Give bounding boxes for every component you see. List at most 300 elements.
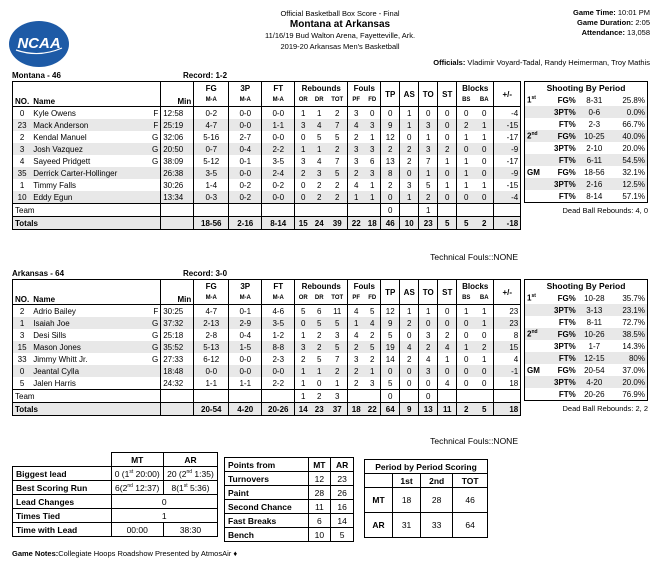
player-bs: 0 bbox=[457, 317, 476, 329]
col-min: Min bbox=[161, 280, 194, 305]
totals-bs: 2 bbox=[457, 403, 476, 416]
col-as: AS bbox=[400, 280, 419, 305]
player-to: 1 bbox=[419, 167, 438, 179]
totals-ft: 8-14 bbox=[262, 217, 295, 230]
player-tp: 9 bbox=[381, 119, 400, 131]
season-line: 2019-20 Arkansas Men's Basketball bbox=[280, 42, 400, 51]
period-tot-header: TOT bbox=[453, 474, 488, 488]
team-tot: 3 bbox=[335, 391, 340, 401]
player-3p: 0-4 bbox=[229, 329, 262, 341]
shooting-made-attempted: 0-6 bbox=[588, 107, 601, 117]
col-dr: DR bbox=[311, 292, 327, 305]
points-from bbox=[224, 457, 354, 542]
shooting-made-attempted: 8-11 bbox=[586, 317, 602, 327]
player-tp: 2 bbox=[381, 179, 400, 191]
player-as: 2 bbox=[400, 143, 419, 155]
shooting-made-attempted: 8-14 bbox=[586, 191, 603, 201]
col-no: NO. bbox=[13, 82, 32, 107]
shooting-label: FG% bbox=[557, 131, 576, 141]
shooting-pct: 54.5% bbox=[622, 155, 645, 165]
player-tot: 5 bbox=[335, 342, 340, 352]
points-row bbox=[225, 514, 354, 528]
player-name: Derrick Carter-Hollinger bbox=[33, 168, 118, 178]
ncaa-logo bbox=[8, 20, 70, 68]
points-mt: 11 bbox=[308, 500, 331, 514]
shooting-made-attempted: 1-7 bbox=[588, 341, 601, 351]
player-pf: 3 bbox=[348, 143, 365, 155]
scoring-row bbox=[365, 513, 488, 538]
player-ba: 0 bbox=[482, 366, 487, 376]
leads-label: Best Scoring Run bbox=[13, 481, 112, 495]
team-as bbox=[400, 390, 419, 403]
montana-shooting-table bbox=[524, 81, 648, 203]
col-st: ST bbox=[438, 280, 457, 305]
player-dr: 5 bbox=[317, 318, 322, 328]
leads-label: Times Tied bbox=[13, 509, 112, 523]
period-scoring-title: Period by Period Scoring bbox=[365, 460, 488, 474]
col-fd: FD bbox=[364, 292, 381, 305]
team-tot bbox=[327, 204, 348, 217]
team-pf bbox=[348, 204, 365, 217]
leads-mt-header: MT bbox=[111, 453, 163, 467]
team-fg bbox=[194, 390, 229, 403]
shooting-label: FT% bbox=[558, 119, 576, 129]
arkansas-dead-ball: Dead Ball Rebounds: 2, 2 bbox=[562, 404, 648, 413]
player-tot: 2 bbox=[335, 108, 340, 118]
team-ft bbox=[262, 204, 295, 217]
shooting-label: FT% bbox=[558, 317, 576, 327]
shooting-label: FT% bbox=[558, 353, 576, 363]
game-duration: 2:05 bbox=[635, 18, 650, 27]
col-name: Name bbox=[31, 280, 161, 305]
col-3p: 3P bbox=[229, 280, 262, 293]
player-ft: 0-0 bbox=[262, 131, 295, 143]
totals-as: 10 bbox=[400, 217, 419, 230]
leads-ar-header: AR bbox=[163, 453, 217, 467]
player-as: 1 bbox=[400, 305, 419, 318]
player-plus-minus: -17 bbox=[494, 131, 521, 143]
shooting-pct: 25.8% bbox=[622, 95, 645, 105]
player-fd: 6 bbox=[370, 156, 375, 166]
totals-row bbox=[13, 403, 521, 416]
player-dr: 2 bbox=[317, 192, 322, 202]
player-ba: 1 bbox=[482, 318, 487, 328]
shooting-label: FT% bbox=[558, 191, 576, 201]
team-pm bbox=[494, 390, 521, 403]
player-as: 2 bbox=[400, 155, 419, 167]
player-or: 1 bbox=[295, 377, 312, 390]
montana-shooting-by-period bbox=[524, 81, 648, 215]
player-fg: 0-0 bbox=[194, 365, 229, 377]
player-number: 5 bbox=[19, 378, 25, 388]
player-number: 33 bbox=[17, 354, 27, 364]
player-bs: 1 bbox=[457, 305, 476, 318]
shooting-made-attempted: 2-10 bbox=[586, 143, 603, 153]
player-dr: 1 bbox=[317, 144, 322, 154]
player-st: 0 bbox=[438, 365, 457, 377]
player-fd: 2 bbox=[370, 330, 375, 340]
player-as: 0 bbox=[400, 167, 419, 179]
player-number: 2 bbox=[19, 306, 25, 316]
shooting-made-attempted: 10-28 bbox=[584, 293, 605, 303]
player-plus-minus: -9 bbox=[494, 167, 521, 179]
player-plus-minus: 23 bbox=[494, 305, 521, 318]
player-minutes: 30:26 bbox=[161, 179, 194, 191]
shooting-pct: 20.0% bbox=[622, 143, 645, 153]
player-position: G bbox=[152, 156, 159, 166]
player-fg: 5-13 bbox=[194, 341, 229, 353]
totals-tp: 46 bbox=[381, 217, 400, 230]
player-bs: 0 bbox=[457, 329, 476, 341]
player-ba: 0 bbox=[482, 108, 487, 118]
player-fd: 2 bbox=[370, 354, 375, 364]
player-name: Timmy Falls bbox=[33, 180, 77, 190]
player-st: 0 bbox=[438, 119, 457, 131]
totals-as: 9 bbox=[400, 403, 419, 416]
col-fg: FG bbox=[194, 280, 229, 293]
player-as: 2 bbox=[400, 353, 419, 365]
period-1st-header: 1st bbox=[393, 474, 421, 488]
shooting-pct: 38.5% bbox=[622, 329, 645, 339]
col-fg: FG bbox=[194, 82, 229, 95]
player-name: Mason Jones bbox=[33, 342, 81, 352]
shooting-period-suffix: nd bbox=[531, 329, 538, 336]
player-ft: 2-3 bbox=[262, 353, 295, 365]
player-st: 0 bbox=[438, 107, 457, 120]
player-minutes: 12:58 bbox=[161, 107, 194, 120]
leads-ar-suffix: st bbox=[183, 482, 188, 489]
shooting-period-suffix: st bbox=[531, 95, 536, 102]
scoring-team: AR bbox=[365, 513, 393, 538]
totals-or: 14 bbox=[295, 403, 312, 416]
player-plus-minus: 4 bbox=[494, 353, 521, 365]
player-pf: 2 bbox=[348, 365, 365, 377]
team-row-label: Team bbox=[15, 391, 35, 401]
player-position: G bbox=[152, 132, 159, 142]
shooting-made-attempted: 12-15 bbox=[584, 353, 605, 363]
player-name: Mack Anderson bbox=[33, 120, 89, 130]
player-name-cell bbox=[31, 131, 161, 143]
player-name: Sayeed Pridgett bbox=[33, 156, 91, 166]
player-plus-minus: 23 bbox=[494, 317, 521, 329]
col-tot: TOT bbox=[327, 94, 348, 107]
player-3p: 0-0 bbox=[229, 365, 262, 377]
leads-row bbox=[13, 467, 218, 481]
player-number: 0 bbox=[19, 366, 25, 376]
player-tot: 3 bbox=[335, 330, 340, 340]
shooting-period-cell bbox=[525, 166, 544, 178]
player-tp: 13 bbox=[381, 155, 400, 167]
player-or: 3 bbox=[295, 119, 312, 131]
player-plus-minus: -17 bbox=[494, 155, 521, 167]
col-ba: BA bbox=[475, 94, 494, 107]
player-st: 0 bbox=[438, 167, 457, 179]
col-bs: BS bbox=[457, 94, 476, 107]
player-or: 1 bbox=[295, 329, 312, 341]
shooting-pct: 66.7% bbox=[622, 119, 645, 129]
shooting-period: GM bbox=[527, 365, 540, 375]
team-to: 1 bbox=[419, 204, 438, 217]
leads-both: 1 bbox=[111, 509, 218, 523]
shooting-period-number: 1 bbox=[527, 293, 532, 303]
team-ft bbox=[262, 390, 295, 403]
player-number: 23 bbox=[17, 120, 27, 130]
totals-label: Totals bbox=[15, 218, 38, 228]
col-fg-ma: M-A bbox=[194, 292, 229, 305]
shooting-period: GM bbox=[527, 167, 540, 177]
shooting-pct: 40.0% bbox=[622, 131, 645, 141]
player-minutes: 25:19 bbox=[161, 119, 194, 131]
player-name-cell bbox=[31, 329, 161, 341]
player-tp: 9 bbox=[381, 317, 400, 329]
team-pf bbox=[348, 390, 365, 403]
player-plus-minus: -15 bbox=[494, 119, 521, 131]
leads-ar-value: 38:30 bbox=[163, 523, 217, 537]
player-as: 0 bbox=[400, 365, 419, 377]
player-3p: 1-5 bbox=[229, 341, 262, 353]
shooting-title: Shooting By Period bbox=[546, 83, 626, 93]
points-label: Fast Breaks bbox=[225, 514, 309, 528]
player-tot: 2 bbox=[335, 180, 340, 190]
totals-dr: 24 bbox=[314, 218, 324, 228]
col-fouls: Fouls bbox=[348, 280, 381, 293]
player-name: Eddy Egun bbox=[33, 192, 73, 202]
player-number: 3 bbox=[19, 144, 25, 154]
player-3p: 0-1 bbox=[229, 305, 262, 318]
player-fg: 4-7 bbox=[194, 305, 229, 318]
player-tot: 7 bbox=[335, 354, 340, 364]
shooting-period-cell bbox=[525, 190, 544, 203]
col-blocks: Blocks bbox=[457, 82, 494, 95]
totals-ft: 20-26 bbox=[262, 403, 295, 416]
leads-both: 0 bbox=[111, 495, 218, 509]
attendance-label: Attendance: bbox=[581, 28, 625, 37]
player-minutes: 27:33 bbox=[161, 353, 194, 365]
player-st: 1 bbox=[438, 155, 457, 167]
col-ba: BA bbox=[475, 292, 494, 305]
shooting-row bbox=[525, 304, 648, 316]
scoring-tot: 46 bbox=[453, 488, 488, 513]
player-number: 1 bbox=[19, 318, 25, 328]
shooting-period-cell bbox=[525, 142, 544, 154]
points-ar: 26 bbox=[331, 486, 354, 500]
col-ft-ma: M-A bbox=[262, 94, 295, 107]
player-row bbox=[13, 191, 521, 204]
totals-to: 23 bbox=[419, 217, 438, 230]
player-pf: 2 bbox=[348, 167, 365, 179]
shooting-pct: 35.7% bbox=[622, 293, 645, 303]
team-fg bbox=[194, 204, 229, 217]
shooting-pct: 14.3% bbox=[622, 341, 645, 351]
team-st bbox=[438, 390, 457, 403]
player-bs: 1 bbox=[457, 155, 476, 167]
shooting-period-suffix: nd bbox=[531, 131, 538, 138]
team-dr bbox=[311, 204, 327, 217]
player-minutes: 37:32 bbox=[161, 317, 194, 329]
totals-ba: 2 bbox=[482, 218, 487, 228]
player-to: 3 bbox=[419, 365, 438, 377]
player-name: Jeantal Cylla bbox=[33, 366, 80, 376]
player-pf: 3 bbox=[348, 155, 365, 167]
player-bs: 0 bbox=[457, 143, 476, 155]
player-plus-minus: 18 bbox=[494, 377, 521, 390]
player-minutes: 32:06 bbox=[161, 131, 194, 143]
player-dr: 4 bbox=[317, 120, 322, 130]
scoring-row bbox=[365, 488, 488, 513]
leads-ar-value: 20 (2nd 1:35) bbox=[163, 467, 217, 481]
team-pm bbox=[494, 204, 521, 217]
col-tp: TP bbox=[381, 280, 400, 305]
shooting-made-attempted: 18-56 bbox=[584, 167, 605, 177]
player-dr: 5 bbox=[317, 354, 322, 364]
player-st: 2 bbox=[438, 143, 457, 155]
arkansas-record: Record: 3-0 bbox=[183, 269, 228, 278]
player-name-cell bbox=[31, 341, 161, 353]
player-tp: 0 bbox=[381, 107, 400, 120]
team-tp: 0 bbox=[381, 204, 400, 217]
col-or: OR bbox=[295, 94, 312, 107]
col-fouls: Fouls bbox=[348, 82, 381, 95]
player-row bbox=[13, 365, 521, 377]
player-ft: 3-5 bbox=[262, 317, 295, 329]
player-dr: 6 bbox=[317, 306, 322, 316]
col-tp: TP bbox=[381, 82, 400, 107]
player-fg: 5-16 bbox=[194, 131, 229, 143]
player-ba: 0 bbox=[482, 330, 487, 340]
totals-min bbox=[161, 217, 194, 230]
player-ba: 2 bbox=[482, 342, 487, 352]
player-tp: 0 bbox=[381, 191, 400, 204]
shooting-row bbox=[525, 178, 648, 190]
team-min bbox=[161, 390, 194, 403]
officials bbox=[433, 58, 650, 67]
col-min: Min bbox=[161, 82, 194, 107]
totals-fd: 18 bbox=[367, 218, 377, 228]
shooting-pct: 12.5% bbox=[622, 179, 645, 189]
player-position: F bbox=[153, 108, 159, 118]
player-pf: 4 bbox=[348, 329, 365, 341]
player-or: 2 bbox=[295, 353, 312, 365]
player-bs: 0 bbox=[457, 107, 476, 120]
arkansas-technical-fouls: Technical Fouls::NONE bbox=[430, 436, 518, 446]
player-minutes: 26:38 bbox=[161, 167, 194, 179]
player-dr: 2 bbox=[317, 180, 322, 190]
player-ft: 2-2 bbox=[262, 143, 295, 155]
totals-tp3: 4-20 bbox=[229, 403, 262, 416]
points-row bbox=[225, 472, 354, 486]
player-dr: 3 bbox=[317, 168, 322, 178]
player-to: 2 bbox=[419, 341, 438, 353]
montana-team-label: Montana - 46 bbox=[12, 71, 61, 80]
shooting-row bbox=[525, 106, 648, 118]
col-tot: TOT bbox=[327, 292, 348, 305]
montana-record: Record: 1-2 bbox=[183, 71, 228, 80]
player-number: 3 bbox=[19, 330, 25, 340]
player-number: 35 bbox=[17, 168, 27, 178]
shooting-made-attempted: 20-54 bbox=[584, 365, 605, 375]
player-name-cell bbox=[31, 167, 161, 179]
player-3p: 0-0 bbox=[229, 107, 262, 120]
player-ba: 1 bbox=[482, 180, 487, 190]
totals-pf: 22 bbox=[348, 217, 365, 230]
player-dr: 2 bbox=[317, 330, 322, 340]
player-minutes: 20:50 bbox=[161, 143, 194, 155]
player-tot: 7 bbox=[335, 156, 340, 166]
player-number: 1 bbox=[19, 180, 25, 190]
shooting-made-attempted: 20-26 bbox=[584, 389, 605, 399]
player-ft: 0-0 bbox=[262, 107, 295, 120]
shooting-label: FG% bbox=[557, 293, 576, 303]
player-as: 1 bbox=[400, 107, 419, 120]
shooting-pct: 37.0% bbox=[622, 365, 645, 375]
player-or: 1 bbox=[295, 107, 312, 120]
player-ba: 0 bbox=[482, 144, 487, 154]
player-row bbox=[13, 179, 521, 191]
leads-row bbox=[13, 495, 218, 509]
team-ba bbox=[475, 390, 494, 403]
player-fg: 4-7 bbox=[194, 119, 229, 131]
player-ba: 0 bbox=[482, 168, 487, 178]
player-minutes: 13:34 bbox=[161, 191, 194, 204]
shooting-made-attempted: 3-13 bbox=[586, 305, 603, 315]
player-or: 3 bbox=[295, 155, 312, 167]
player-plus-minus: -4 bbox=[494, 191, 521, 204]
player-position: G bbox=[152, 318, 159, 328]
player-row bbox=[13, 305, 521, 318]
player-name: Desi Sills bbox=[33, 330, 67, 340]
col-dr: DR bbox=[311, 94, 327, 107]
totals-tp: 64 bbox=[381, 403, 400, 416]
player-pf: 4 bbox=[348, 305, 365, 318]
player-row bbox=[13, 155, 521, 167]
team-as bbox=[400, 204, 419, 217]
player-3p: 0-0 bbox=[229, 119, 262, 131]
player-or: 0 bbox=[295, 131, 312, 143]
player-name-cell bbox=[31, 353, 161, 365]
player-pf: 2 bbox=[348, 341, 365, 353]
player-tp: 5 bbox=[381, 329, 400, 341]
totals-ba: 5 bbox=[482, 404, 487, 414]
player-minutes: 18:48 bbox=[161, 365, 194, 377]
player-to: 3 bbox=[419, 143, 438, 155]
player-or: 0 bbox=[295, 317, 312, 329]
player-pf: 1 bbox=[348, 191, 365, 204]
ncaa-logo-text: NCAA bbox=[17, 35, 61, 52]
player-tp: 12 bbox=[381, 131, 400, 143]
shooting-label: FT% bbox=[558, 389, 576, 399]
player-ba: 0 bbox=[482, 378, 487, 388]
leads-row bbox=[13, 481, 218, 495]
team-ba bbox=[475, 204, 494, 217]
player-st: 4 bbox=[438, 341, 457, 353]
shooting-made-attempted: 8-31 bbox=[586, 95, 603, 105]
player-minutes: 35:52 bbox=[161, 341, 194, 353]
player-fd: 4 bbox=[370, 318, 375, 328]
shooting-period-number: 1 bbox=[527, 95, 532, 105]
game-notes-text: Collegiate Hoops Roadshow Presented by AtmosAir ♦ bbox=[58, 549, 238, 558]
player-bs: 0 bbox=[457, 365, 476, 377]
player-to: 5 bbox=[419, 179, 438, 191]
totals-min bbox=[161, 403, 194, 416]
shooting-period-cell bbox=[525, 106, 544, 118]
shooting-pct: 72.7% bbox=[622, 317, 645, 327]
player-name-cell bbox=[31, 179, 161, 191]
shooting-row bbox=[525, 364, 648, 376]
player-fd: 3 bbox=[370, 378, 375, 388]
player-pf: 4 bbox=[348, 119, 365, 131]
period-scoring-table bbox=[364, 459, 488, 538]
shooting-label: FG% bbox=[557, 365, 576, 375]
